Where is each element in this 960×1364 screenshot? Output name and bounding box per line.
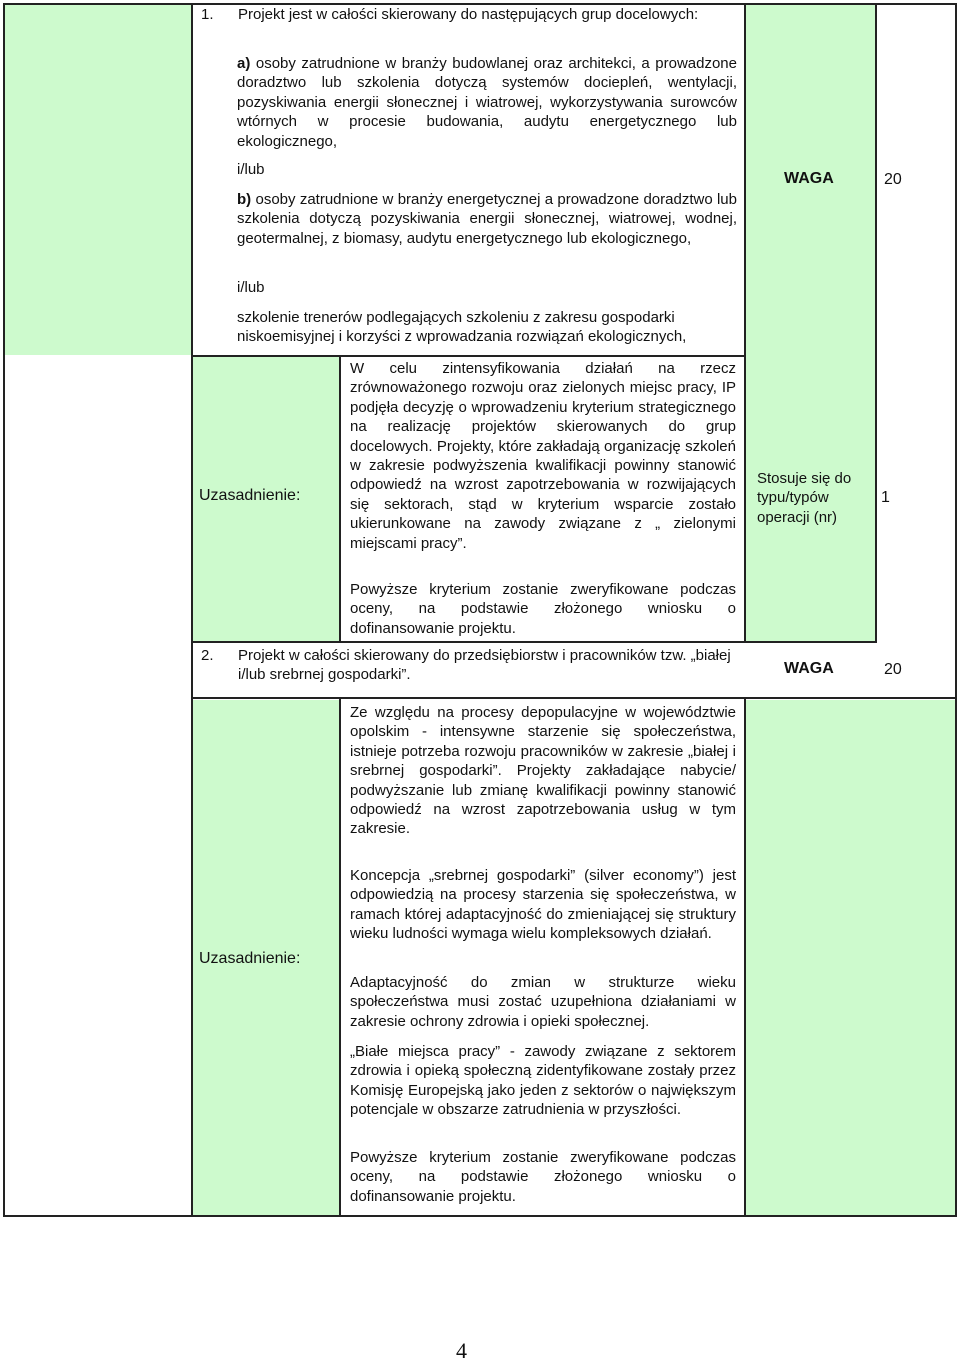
table-right-border xyxy=(955,3,957,1217)
col-divider-339-a xyxy=(339,356,341,643)
criterion-1-justification-p1: W celu zintensyfikowania działań na rzecz zrównoważonego rozwoju oraz zielonych miejsc pracy, IP podjęła decyzję o wprowadzeniu kryterium strategicznego na realizację projektów skierowanych do grup docelowych. Projekty, które zakładają organizację szkoleń w zakresie podwyższenia kwalifikacji powinny stanowić odpowiedź na wzrost zapotrzebowania w rozwijających się sektorach, stąd w kryterium wsparcie zostało ukierunkowane na zawody związane z „ zielonymi miejscami pracy”. xyxy=(350,360,736,552)
criterion-1-justification-p2: Powyższe kryterium zostanie zweryfikowane podczas oceny, na podstawie złożonego wniosku o dofinansowanie projektu. xyxy=(350,581,736,637)
item-a-label: a) xyxy=(237,55,251,72)
criterion-1-block xyxy=(201,5,737,24)
applies-column-shade xyxy=(745,5,875,642)
criterion-1-item-c: szkolenie trenerów podlegających szkoleniu z zakresu gospodarki niskoemisyjnej i korzyści z wprowadzania rozwiązań ekologicznych, xyxy=(237,309,687,346)
criterion-1-justification-label: Uzasadnienie: xyxy=(199,487,301,504)
criterion-1-title: Projekt jest w całości skierowany do następujących grup docelowych: xyxy=(238,6,699,23)
left-margin-shade xyxy=(5,5,192,355)
item-b-text: osoby zatrudnione w branży energetycznej a prowadzone doradztwo lub szkolenia dotyczą pozyskiwania energii słonecznej, wiatrowej, wodnej, geotermalnej, z biomasy, audytu energetycznego lub ekologicznego, xyxy=(237,191,737,247)
table-bottom-border xyxy=(3,1215,957,1217)
col-divider-745-a xyxy=(744,3,746,643)
criterion-1-weight-value: 20 xyxy=(884,171,902,188)
criterion-2-paragraph-1: Ze względu na procesy depopulacyjne w województwie opolskim - intensywne starzenie się społeczeństwa, istnieje potrzeba rozwoju pracowników w zakresie „białej i srebrnej gospodarki”. Projekty zakładające nabycie/ podwyższanie lub zmianę kwalifikacji powinny stanowić odpowiedź na wzrost zapotrzebowania usług w tym zakresie. xyxy=(350,704,736,838)
criterion-2-block xyxy=(201,646,737,685)
row-divider-355 xyxy=(191,355,746,357)
criterion-1-weight-label: WAGA xyxy=(784,170,834,187)
criterion-2-paragraph-5: Powyższe kryterium zostanie zweryfikowane podczas oceny, na podstawie złożonego wniosku o dofinansowanie projektu. xyxy=(350,1149,736,1205)
row-divider-642 xyxy=(191,641,877,643)
criterion-2-paragraph-3: Adaptacyjność do zmian w strukturze wieku społeczeństwa musi zostać uzupełniona działaniami w zakresie ochrony zdrowia i opieki społecznej. xyxy=(350,974,736,1030)
row-divider-698 xyxy=(191,697,957,699)
col-divider-192 xyxy=(191,3,193,1217)
criterion-1-number: 1. xyxy=(201,6,214,23)
col-divider-876 xyxy=(875,3,877,643)
applies-to-label: Stosuje się do typu/typów operacji (nr) xyxy=(757,470,852,526)
or-separator-2: i/lub xyxy=(237,279,265,296)
criterion-2-paragraph-4: „Białe miejsca pracy” - zawody związane z sektorem zdrowia i opieką społeczną zidentyfikowane zostały przez Komisję Europejską jako jeden z sektorów o największym potencjale w obszarze zatrudnienia w przyszłości. xyxy=(350,1043,736,1119)
criterion-1-item-b xyxy=(237,190,737,248)
page-number: 4 xyxy=(456,1338,467,1363)
criterion-2-paragraph-2: Koncepcja „srebrnej gospodarki” (silver economy”) jest odpowiedzią na procesy starzenia się społeczeństwa, w ramach której adaptacyjność do zmieniającej się struktury wieku ludności wymaga wielu kompleksowych działań. xyxy=(350,867,736,943)
criterion-2-number: 2. xyxy=(201,647,214,664)
criterion-2-justification-label: Uzasadnienie: xyxy=(199,950,301,967)
col-divider-745-b xyxy=(744,698,746,1217)
criterion-2-weight-label: WAGA xyxy=(784,660,834,677)
item-a-text: osoby zatrudnione w branży budowlanej oraz architekci, a prowadzone doradztwo lub szkolenia dotyczą systemów dociepleń, wentylacji, pozyskiwania energii słonecznej i wiatrowej, wykorzystywania surowców wtórnych w procesie budowania, audytu energetycznego lub ekologicznego, xyxy=(237,55,737,150)
applies-to-value: 1 xyxy=(881,489,890,506)
col-divider-339-b xyxy=(339,698,341,1217)
criterion-2-title: Projekt w całości skierowany do przedsiębiorstw i pracowników tzw. „białej i/lub srebrnej gospodarki”. xyxy=(238,647,731,684)
criterion-2-weight-value: 20 xyxy=(884,661,902,678)
table-left-border xyxy=(3,3,5,1217)
or-separator-1: i/lub xyxy=(237,161,265,178)
criterion-1-item-a xyxy=(237,54,737,151)
item-b-label: b) xyxy=(237,191,252,208)
right-margin-shade-2 xyxy=(745,700,955,1215)
